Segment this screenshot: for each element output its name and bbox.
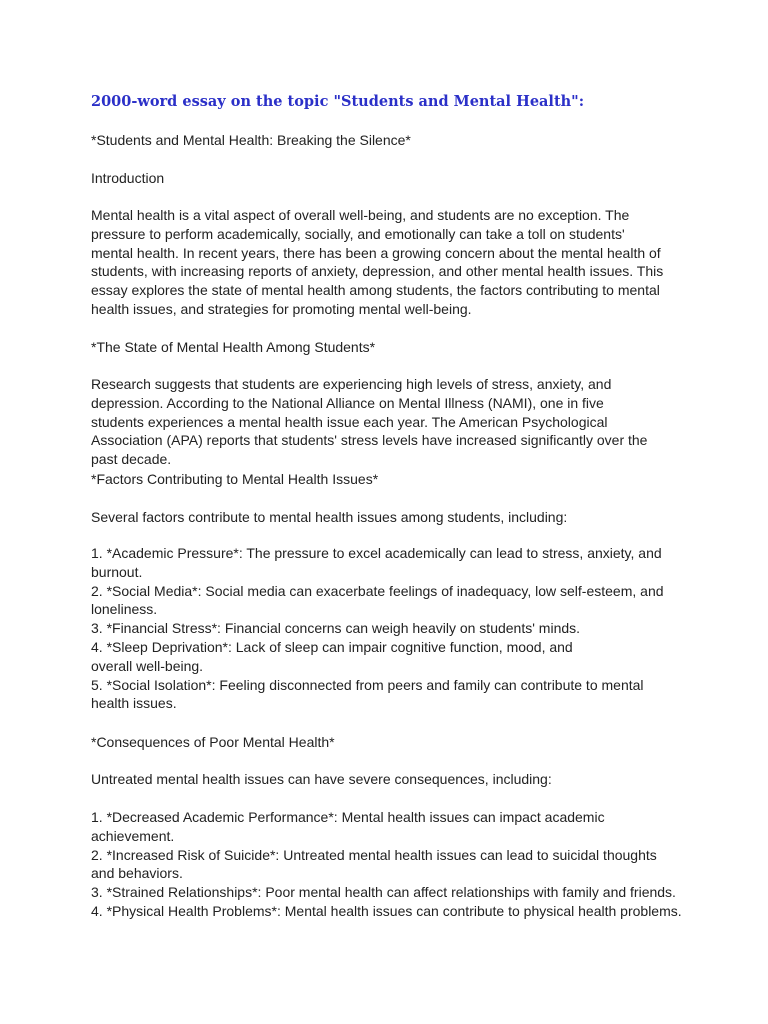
section-heading-consequences: *Consequences of Poor Mental Health* <box>91 734 335 750</box>
intro-heading: Introduction <box>91 170 165 186</box>
list-item: 2. *Social Media*: Social media can exacerbate feelings of inadequacy, low self-esteem, and loneliness. <box>91 582 664 618</box>
list-item: 4. *Physical Health Problems*: Mental health issues can contribute to physical health problems. <box>91 902 682 919</box>
factors-list <box>91 544 683 713</box>
consequences-list <box>91 808 683 921</box>
list-item: 4. *Sleep Deprivation*: Lack of sleep can impair cognitive function, mood, and overall well-being. <box>91 638 573 674</box>
list-item: 1. *Decreased Academic Performance*: Mental health issues can impact academic achievement. <box>91 809 605 844</box>
section-heading-state: *The State of Mental Health Among Students* <box>91 339 376 355</box>
section-intro-consequences: Untreated mental health issues can have severe consequences, including: <box>91 771 552 787</box>
list-item: 3. *Strained Relationships*: Poor mental health can affect relationships with family and friends. <box>91 884 676 901</box>
list-item: 5. *Social Isolation*: Feeling disconnected from peers and family can contribute to mental health issues. <box>91 676 644 712</box>
section-heading-factors: *Factors Contributing to Mental Health Issues* <box>91 471 379 487</box>
section-intro-factors: Several factors contribute to mental health issues among students, including: <box>91 509 568 525</box>
essay-title: *Students and Mental Health: Breaking the Silence* <box>91 132 411 148</box>
section-paragraph-state: Research suggests that students are experiencing high levels of stress, anxiety, and depression. According to the National Alliance on Mental Illness (NAMI), one in five students experiences a mental health issue each year. The American Psychological Association (APA) reports that students' stress levels have increased significantly over the past decade. <box>91 376 648 468</box>
document-heading: 2000-word essay on the topic "Students and Mental Health": <box>91 93 585 110</box>
list-item: 1. *Academic Pressure*: The pressure to excel academically can lead to stress, anxiety, and burnout. <box>91 545 662 580</box>
list-item: 2. *Increased Risk of Suicide*: Untreated mental health issues can lead to suicidal thoughts and behaviors. <box>91 846 657 882</box>
intro-paragraph: Mental health is a vital aspect of overall well-being, and students are no exception. The pressure to perform academically, socially, and emotionally can take a toll on students' mental health. In recent years, there has been a growing concern about the mental health of students, with increasing reports of anxiety, depression, and other mental health issues. This essay explores the state of mental health among students, the factors contributing to mental health issues, and strategies for promoting mental well-being. <box>91 207 664 317</box>
list-item: 3. *Financial Stress*: Financial concerns can weigh heavily on students' minds. <box>91 620 581 637</box>
